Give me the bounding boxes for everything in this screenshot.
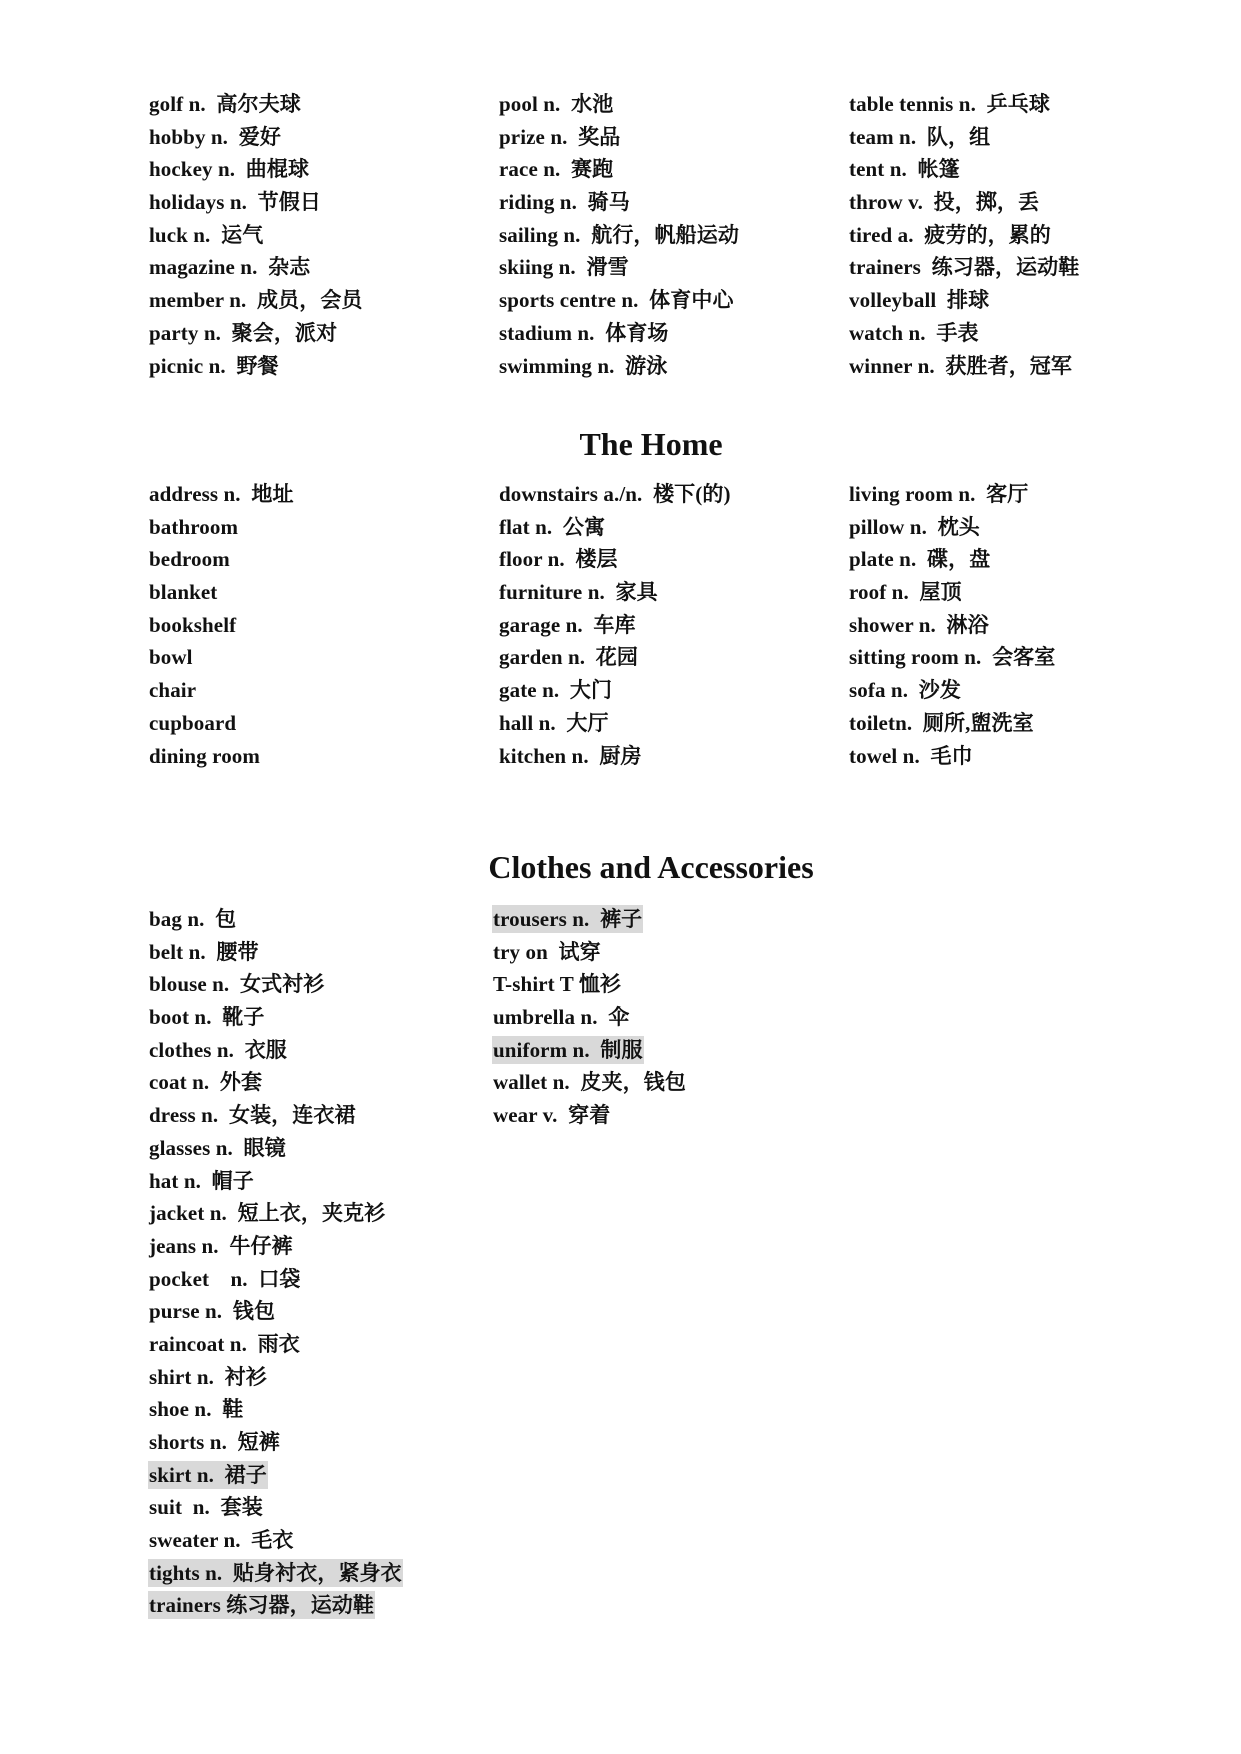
vocab-entry-text: suit n. 套装 xyxy=(149,1495,263,1520)
clothes-column-1 xyxy=(148,903,403,1622)
vocab-entry xyxy=(498,609,848,642)
vocab-entry xyxy=(148,903,403,936)
vocab-entry-text: swimming n. 游泳 xyxy=(499,353,668,378)
vocab-entry-text: umbrella n. 伞 xyxy=(493,1005,630,1030)
vocab-entry xyxy=(148,153,498,186)
vocab-entry xyxy=(148,1459,403,1492)
vocab-entry xyxy=(498,707,848,740)
section-heading-clothes: Clothes and Accessories xyxy=(488,849,814,885)
vocab-entry xyxy=(498,478,848,511)
vocab-entry-text: trousers n. 裤子 xyxy=(493,907,643,931)
vocab-entry-text: pillow n. 枕头 xyxy=(849,514,980,539)
vocab-entry xyxy=(498,284,848,317)
vocab-entry xyxy=(148,740,498,773)
vocab-entry-text: sitting room n. 会客室 xyxy=(849,645,1056,670)
section-heading-home: The Home xyxy=(579,426,723,462)
home-word-grid xyxy=(148,478,1148,772)
vocab-entry xyxy=(498,350,848,383)
vocab-entry-text: shorts n. 短裤 xyxy=(149,1430,280,1454)
vocab-entry xyxy=(148,1197,403,1230)
vocab-entry xyxy=(148,1165,403,1198)
vocab-entry-text: skiing n. 滑雪 xyxy=(499,255,629,280)
vocab-entry xyxy=(498,674,848,707)
vocab-entry-text: tent n. 帐篷 xyxy=(849,157,960,182)
vocab-entry xyxy=(848,284,1148,317)
vocab-entry xyxy=(492,1066,687,1099)
clothes-column-2 xyxy=(492,903,687,1132)
vocab-entry xyxy=(848,641,1148,674)
sports-column-2 xyxy=(498,88,848,382)
home-column-1 xyxy=(148,478,498,772)
vocab-entry-text: downstairs a./n. 楼下(的) xyxy=(499,482,731,506)
vocab-entry-text: trainers 练习器，运动鞋 xyxy=(149,1593,374,1618)
vocab-entry-text: jeans n. 牛仔裤 xyxy=(149,1233,293,1258)
vocab-entry xyxy=(148,219,498,252)
vocab-entry xyxy=(148,1263,403,1296)
vocab-entry xyxy=(848,543,1148,576)
vocab-entry xyxy=(148,543,498,576)
vocab-entry-text: luck n. 运气 xyxy=(149,222,264,247)
vocab-entry-text: pool n. 水池 xyxy=(499,92,614,116)
vocab-entry-text: cupboard xyxy=(149,710,237,735)
vocab-entry-text: furniture n. 家具 xyxy=(499,580,658,605)
vocab-entry xyxy=(148,1393,403,1426)
vocab-entry xyxy=(148,1230,403,1263)
vocab-entry xyxy=(848,609,1148,642)
vocab-entry-text: T-shirt T 恤衫 xyxy=(493,972,622,997)
vocab-entry xyxy=(148,251,498,284)
vocab-entry xyxy=(148,1589,403,1622)
vocab-entry-text: golf n. 高尔夫球 xyxy=(149,92,301,116)
home-column-2 xyxy=(498,478,848,772)
vocab-entry-text: uniform n. 制服 xyxy=(493,1037,643,1062)
vocab-entry xyxy=(148,1426,403,1459)
vocab-entry-text: trainers 练习器，运动鞋 xyxy=(849,255,1080,280)
vocab-entry-text: shower n. 淋浴 xyxy=(849,612,989,637)
vocab-entry-text: gate n. 大门 xyxy=(499,678,613,703)
vocab-entry-text: stadium n. 体育场 xyxy=(499,320,669,345)
vocab-entry-text: team n. 队，组 xyxy=(849,124,991,149)
vocab-entry-text: dress n. 女装，连衣裙 xyxy=(149,1103,356,1128)
vocab-entry-text: hobby n. 爱好 xyxy=(149,124,281,149)
vocab-entry xyxy=(498,511,848,544)
vocab-entry xyxy=(148,641,498,674)
vocab-entry xyxy=(492,1001,687,1034)
vocab-entry-text: bowl xyxy=(149,645,193,670)
vocab-entry xyxy=(148,1361,403,1394)
vocab-entry xyxy=(492,903,687,936)
vocab-entry xyxy=(492,1099,687,1132)
vocab-entry xyxy=(498,576,848,609)
vocab-entry xyxy=(148,350,498,383)
vocab-entry xyxy=(848,153,1148,186)
vocab-entry-text: purse n. 钱包 xyxy=(149,1299,276,1324)
vocab-entry xyxy=(498,153,848,186)
vocab-entry-text: holidays n. 节假日 xyxy=(149,190,321,215)
vocab-entry-text: clothes n. 衣服 xyxy=(149,1037,287,1062)
vocab-entry xyxy=(848,186,1148,219)
vocab-entry-text: garden n. 花园 xyxy=(499,645,638,670)
vocab-entry-text: jacket n. 短上衣，夹克衫 xyxy=(149,1201,386,1226)
vocab-entry xyxy=(148,1066,403,1099)
vocab-entry-text: coat n. 外套 xyxy=(149,1070,263,1095)
vocab-entry-text: flat n. 公寓 xyxy=(499,514,606,539)
vocab-entry-text: tights n. 贴身衬衣，紧身衣 xyxy=(149,1560,402,1585)
vocab-entry-text: sweater n. 毛衣 xyxy=(149,1528,294,1553)
vocab-entry-text: skirt n. 裙子 xyxy=(149,1462,267,1487)
vocab-entry-text: raincoat n. 雨衣 xyxy=(149,1331,300,1356)
vocab-entry-text: bookshelf xyxy=(149,612,237,637)
vocab-entry xyxy=(148,968,403,1001)
vocab-entry-text: pocket n. 口袋 xyxy=(149,1266,301,1291)
vocab-entry xyxy=(848,674,1148,707)
vocab-entry xyxy=(148,1328,403,1361)
vocab-entry-text: throw v. 投，掷，丢 xyxy=(849,190,1040,215)
vocab-entry xyxy=(848,251,1148,284)
vocab-entry xyxy=(848,121,1148,154)
vocab-entry xyxy=(148,576,498,609)
vocab-entry xyxy=(848,350,1148,383)
vocab-entry xyxy=(498,219,848,252)
vocab-entry xyxy=(498,88,848,121)
vocab-entry-text: hat n. 帽子 xyxy=(149,1168,254,1193)
vocab-entry xyxy=(498,186,848,219)
vocab-entry-text: member n. 成员，会员 xyxy=(149,288,363,313)
vocab-entry-text: garage n. 车库 xyxy=(499,612,636,637)
vocab-entry xyxy=(492,968,687,1001)
vocab-entry-text: address n. 地址 xyxy=(149,482,294,506)
vocab-entry-text: sailing n. 航行，帆船运动 xyxy=(499,222,739,247)
vocab-entry xyxy=(148,1099,403,1132)
vocab-entry-text: tired a. 疲劳的，累的 xyxy=(849,222,1051,247)
vocab-entry-text: blanket xyxy=(149,580,218,605)
vocab-entry xyxy=(498,543,848,576)
vocab-entry-text: prize n. 奖品 xyxy=(499,124,621,149)
vocab-entry-text: hall n. 大厅 xyxy=(499,710,609,735)
vocab-entry xyxy=(848,317,1148,350)
vocab-entry xyxy=(498,317,848,350)
vocab-entry-text: sports centre n. 体育中心 xyxy=(499,288,734,313)
sports-word-grid xyxy=(148,88,1148,382)
vocab-entry-text: towel n. 毛巾 xyxy=(849,743,973,768)
vocab-entry-text: belt n. 腰带 xyxy=(149,939,259,964)
vocab-entry-text: dining room xyxy=(149,743,260,768)
vocab-entry xyxy=(148,284,498,317)
vocab-entry-text: bathroom xyxy=(149,514,239,539)
home-column-3 xyxy=(848,478,1148,772)
vocab-entry-text: magazine n. 杂志 xyxy=(149,255,311,280)
vocab-entry-text: try on 试穿 xyxy=(493,939,601,964)
vocab-entry-text: wear v. 穿着 xyxy=(493,1103,611,1128)
vocab-entry xyxy=(498,641,848,674)
vocab-entry-text: floor n. 楼层 xyxy=(499,547,618,572)
vocab-entry xyxy=(848,511,1148,544)
vocab-entry-text: glasses n. 眼镜 xyxy=(149,1135,286,1160)
vocab-entry xyxy=(148,478,498,511)
vocab-entry xyxy=(498,251,848,284)
vocab-entry xyxy=(148,1524,403,1557)
vocab-entry xyxy=(148,609,498,642)
vocab-entry xyxy=(848,740,1148,773)
vocab-entry-text: chair xyxy=(149,678,197,703)
vocab-entry-text: sofa n. 沙发 xyxy=(849,678,961,703)
vocab-entry xyxy=(498,121,848,154)
vocab-entry xyxy=(848,576,1148,609)
vocab-entry-text: picnic n. 野餐 xyxy=(149,353,279,378)
vocab-entry xyxy=(148,674,498,707)
vocab-entry xyxy=(492,936,687,969)
vocab-entry xyxy=(498,740,848,773)
vocab-entry xyxy=(148,511,498,544)
vocab-entry-text: boot n. 靴子 xyxy=(149,1005,265,1030)
vocab-entry-text: plate n. 碟，盘 xyxy=(849,547,991,572)
vocab-entry-text: living room n. 客厅 xyxy=(849,482,1029,506)
vocab-entry-text: party n. 聚会，派对 xyxy=(149,320,338,345)
vocab-entry-text: table tennis n. 乒乓球 xyxy=(849,92,1050,116)
vocab-entry xyxy=(848,478,1148,511)
vocab-entry-text: roof n. 屋顶 xyxy=(849,580,962,605)
vocab-entry xyxy=(148,317,498,350)
vocab-entry-text: shoe n. 鞋 xyxy=(149,1397,244,1422)
vocab-entry xyxy=(492,1034,687,1067)
vocab-entry-text: shirt n. 衬衫 xyxy=(149,1364,267,1389)
vocab-entry-text: toiletn. 厕所,盥洗室 xyxy=(849,710,1034,735)
vocab-entry xyxy=(848,219,1148,252)
vocab-entry xyxy=(148,1132,403,1165)
vocab-entry-text: winner n. 获胜者，冠军 xyxy=(849,353,1072,378)
vocab-entry xyxy=(848,88,1148,121)
vocab-entry-text: bedroom xyxy=(149,547,230,572)
vocab-entry xyxy=(148,121,498,154)
vocab-entry xyxy=(148,1557,403,1590)
vocab-entry-text: blouse n. 女式衬衫 xyxy=(149,972,325,997)
vocab-entry xyxy=(148,1491,403,1524)
sports-column-3 xyxy=(848,88,1148,382)
vocab-entry-text: bag n. 包 xyxy=(149,907,237,931)
vocab-entry-text: kitchen n. 厨房 xyxy=(499,743,642,768)
vocab-entry xyxy=(148,1034,403,1067)
vocab-entry-text: race n. 赛跑 xyxy=(499,157,614,182)
vocab-entry xyxy=(148,186,498,219)
vocab-entry xyxy=(148,936,403,969)
vocab-entry-text: wallet n. 皮夹，钱包 xyxy=(493,1070,686,1095)
vocab-entry xyxy=(148,1295,403,1328)
vocab-entry xyxy=(848,707,1148,740)
vocab-entry-text: watch n. 手表 xyxy=(849,320,979,345)
vocab-entry xyxy=(148,88,498,121)
vocab-entry xyxy=(148,707,498,740)
vocab-entry-text: volleyball 排球 xyxy=(849,288,990,313)
sports-column-1 xyxy=(148,88,498,382)
vocab-entry-text: hockey n. 曲棍球 xyxy=(149,157,310,182)
vocab-entry-text: riding n. 骑马 xyxy=(499,190,630,215)
vocab-entry xyxy=(148,1001,403,1034)
